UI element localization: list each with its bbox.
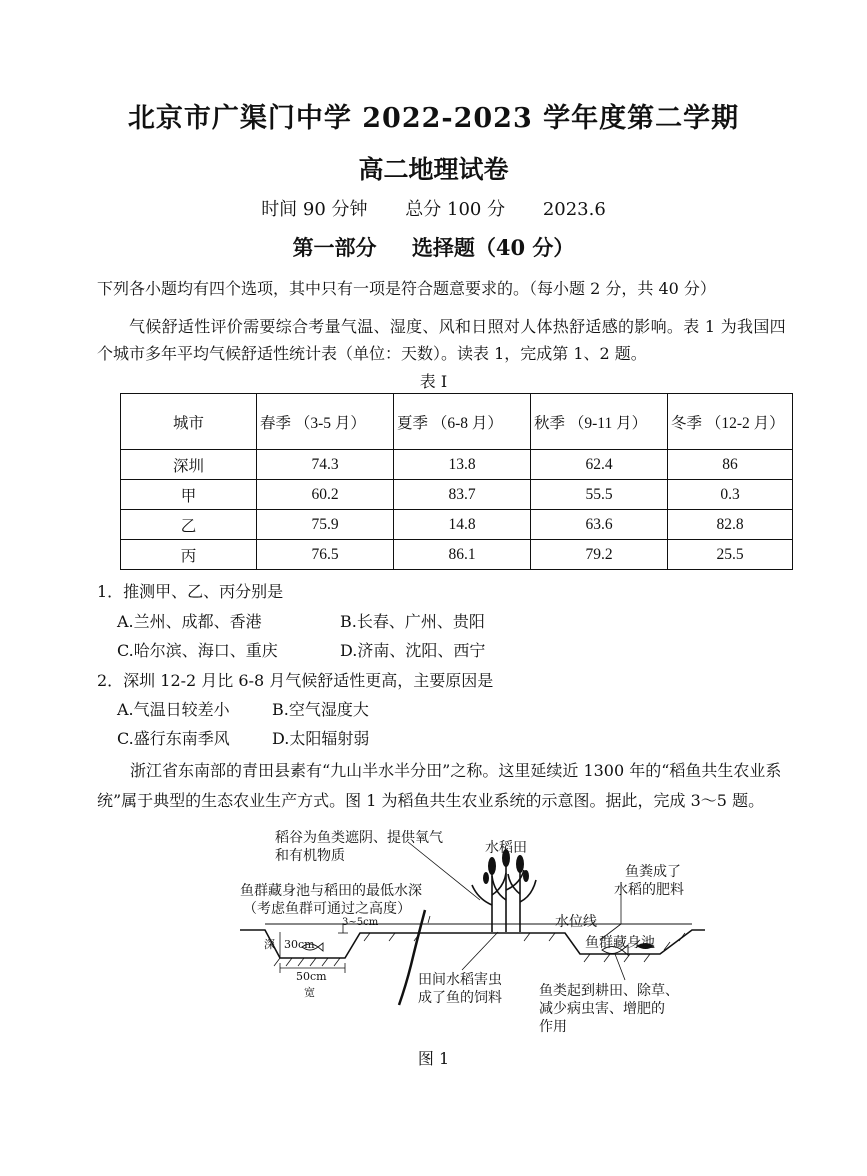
q2-option-b: B.空气湿度大 [272,700,369,719]
q1-option-b: B.长春、广州、贵阳 [340,612,485,631]
table-row [121,480,793,510]
table-row [121,540,793,570]
section-instruction: 下列各小题均有四个选项，其中只有一项是符合题意要求的。（每小题 2 分，共 40 分） [97,279,716,298]
fig-label-shade-1: 稻谷为鱼类遮阴、提供氧气 [275,830,443,846]
q1-option-d: D.济南、沈阳、西宁 [340,641,486,660]
table-cell: 60.2 [257,480,394,510]
table-header-cell: 春季 （3-5 月） [257,394,394,450]
table-cell: 63.6 [531,510,668,540]
q2-option-d: D.太阳辐射弱 [272,729,370,748]
table-header-cell: 城市 [121,394,257,450]
table1-caption: 表 I [419,372,448,391]
section-name: 选择题（40 分） [411,235,575,260]
climate-comfort-table [120,393,793,570]
fig-label-depth-dim: 3~5cm [342,917,379,928]
table-cell: 0.3 [668,480,793,510]
table-header-cell: 冬季 （12-2 月） [668,394,793,450]
passage1-line2: 个城市多年平均气候舒适性统计表（单位：天数）。读表 1，完成第 1、2 题。 [97,344,647,363]
table-cell: 13.8 [394,450,531,480]
table-row [121,510,793,540]
table-cell: 55.5 [531,480,668,510]
table-cell: 76.5 [257,540,394,570]
fig-label-pest-1: 田间水稻害虫 [418,972,502,988]
fig-label-pest-2: 成了鱼的饲料 [418,990,502,1006]
fig-label-depth-1: 鱼群藏身池与稻田的最低水深 [240,883,422,899]
fig-label-pool: 鱼群藏身池 [585,935,655,951]
table-header-cell: 夏季 （6-8 月） [394,394,531,450]
fig-label-50cm: 50cm [296,970,327,983]
passage2-line2: 统”属于典型的生态农业生产方式。图 1 为稻鱼共生农业系统的示意图。据此，完成 3～5 题。 [97,791,765,810]
table-cell: 75.9 [257,510,394,540]
fig-label-field: 水稻田 [485,840,527,856]
table-header-row [121,394,793,450]
fig-label-role-1: 鱼类起到耕田、除草、 [539,983,679,999]
passage2-line1: 浙江省东南部的青田县素有“九山半水半分田”之称。这里延续近 1300 年的“稻鱼共生农业系 [130,761,782,780]
exam-subtitle: 高二地理试卷 [358,155,509,184]
table-cell: 74.3 [257,450,394,480]
table-cell: 深圳 [121,450,257,480]
exam-score: 总分 100 分 [405,199,506,220]
fig-label-waterline: 水位线 [555,914,597,930]
exam-title: 北京市广渠门中学 2022-2023 学年度第二学期 [127,103,740,134]
table-cell: 25.5 [668,540,793,570]
table-cell: 丙 [121,540,257,570]
fig-label-depth-2: （考虑鱼群可通过之高度） [243,901,411,917]
q2-option-c: C.盛行东南季风 [117,729,230,748]
exam-meta [0,195,867,221]
table-cell: 62.4 [531,450,668,480]
table-cell: 甲 [121,480,257,510]
fig-label-role-2: 减少病虫害、增肥的 [539,1001,665,1017]
table-cell: 86.1 [394,540,531,570]
q1-option-c: C.哈尔滨、海口、重庆 [117,641,278,660]
exam-time: 时间 90 分钟 [261,199,368,220]
exam-date: 2023.6 [542,199,606,220]
fig-label-deep: 深 [264,938,275,951]
section-part: 第一部分 [292,235,377,260]
q1-stem: 1．推测甲、乙、丙分别是 [97,582,284,601]
fig-label-30cm: 30cm [284,938,315,951]
fig-label-fert-1: 鱼粪成了 [625,864,681,880]
section-title [0,232,867,262]
q1-option-a: A.兰州、成都、香港 [117,612,262,631]
fig-label-role-3: 作用 [539,1019,567,1035]
fig-label-wide: 宽 [304,986,315,999]
table-cell: 14.8 [394,510,531,540]
table-cell: 乙 [121,510,257,540]
fig-label-shade-2: 和有机物质 [275,848,345,864]
table-header-cell: 秋季 （9-11 月） [531,394,668,450]
passage1-line1: 气候舒适性评价需要综合考量气温、湿度、风和日照对人体热舒适感的影响。表 1 为我国四 [129,317,786,336]
q2-option-a: A.气温日较差小 [117,700,230,719]
table-row [121,450,793,480]
q2-stem: 2．深圳 12-2 月比 6-8 月气候舒适性更高，主要原因是 [97,671,494,690]
fig-label-fert-2: 水稻的肥料 [614,882,684,898]
table-cell: 83.7 [394,480,531,510]
table-cell: 79.2 [531,540,668,570]
table-cell: 86 [668,450,793,480]
figure1-caption: 图 1 [417,1049,450,1068]
table-cell: 82.8 [668,510,793,540]
